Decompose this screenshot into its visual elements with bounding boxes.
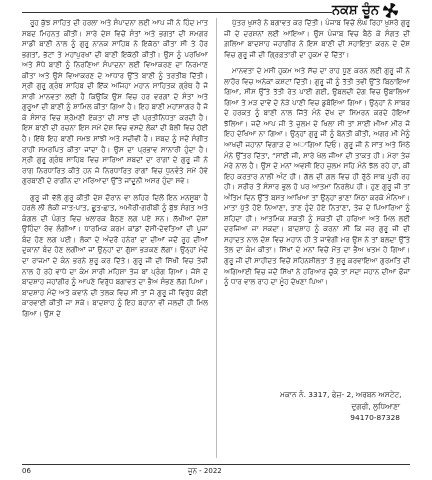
left-column <box>22 18 208 325</box>
column-divider <box>216 18 217 458</box>
paragraph: ਪੁੱਤਰ ਖੁਸਰੋ ਨੇ ਬਗਾਵਤ ਕਰ ਦਿੱਤੀ। ਪੰਜਾਬ ਵਿਚੋਂ ਲੰਘ ਰਿਹਾ ਖੁਸਰੋ ਗੁਰੂ ਜੀ ਦੇ ਦਰਸ਼ਨਾਂ ਲਈ ਆਇਆ। ਉਸ ਪੰਜਾਬ ਵਿਚ ਬੈਠੇ ਕੇ ਸੰਗਤ ਦੀ ਗ਼ਲਿਆ ਬਾਦਸ਼ਾਹ ਜਹਾਂਗੀਰ ਨੇ ਇਸ ਬਾਣੀ ਦੀ ਸਹਾਇਤਾ ਕਰਨ ਦੇ ਦੋਸ਼ ਵਿਚ ਗੁਰੂ ਜੀ ਦੀ ਗ੍ਰਿਫ਼ਤਾਰੀ ਦਾ ਹੁਕਮ ਦੇ ਦਿੱਤਾ। <box>224 18 410 59</box>
paragraph: ਰੂਹ ਕੁੱਝ ਸਾਹਿਤ ਦੀ ਹਰਲਾ ਅਤੇ ਸੰਪਾਦਨਾ ਲਈ ਆਪ ਜੀ ਨੇ ਹਿੰਦ ਮਾਤ ਸਬਦ ਮਿਹਨਤ ਕੀਤੀ। ਸਾਰੇ ਦੇਸ਼ ਵਿਚੋਂ ਸੰਤਾਂ ਅਤੇ ਭਗਤਾਂ ਦੀ ਸਮਗਰ ਸਾਡੀ ਬਾਣੀ ਨਾਲ ਨੂੰ ਗੁਰੂ ਨਾਨਕ ਸਾਹਿਬ ਨੇ ਇਕੱਠਾ ਕੀਤਾ ਸੀ ਤੇ ਹੋਰ ਭਗਤਾਂ, ਭੱਟਾਂ ਤੇ ਮਹਾਂਪੁਰਖਾਂ ਦੀ ਬਾਣੀ ਇਕੱਠੀ ਕੀਤੀ। ਉਸ ਨੂੰ ਪਰਖਿਆ ਅਤੇ ਸੋਧੇ ਬਾਣੀ ਨੂੰ ਨਿਰਣਿਆ ਸੰਪਾਦਨਾ ਲਈ ਵਿਆਕਰਣ ਦਾ ਨਿਰਮਾਣ ਕੀਤਾ ਅਤੇ ਉਸੇ ਵਿਆਕਰਣ ਦੇ ਆਧਾਰ ਉੱਤੇ ਬਾਣੀ ਨੂੰ ਤਰਤੀਬ ਦਿੱਤੀ। ਸ੍ਰੀ ਗੁਰੂ ਗ੍ਰੰਥ ਸਾਹਿਬ ਦੀ ਇੱਕ ਅਜਿਹਾ ਮਹਾਨ ਸਾਹਿਤਕ ਗ੍ਰੰਥ ਹੈ ਜੋ ਸਾਰੀ ਮਾਨਵਤਾ ਲਈ ਹੈ ਕਿਉਂਕਿ ਉਸ ਵਿਚ ਹਰ ਵਰਗਾਂ ਦੇ ਸੰਤਾਂ ਅਤੇ ਗੁਰੂਆਂ ਦੀ ਬਾਣੀ ਨੂੰ ਸ਼ਾਮਿਲ ਕੀਤਾ ਗਿਆ ਹੈ। ਇਹ ਬਾਣੀ ਮਹਾਂਸਾਗਰ ਹੈ ਜੋ ਕੇ ਸੰਸਾਰ ਵਿਚ ਸ਼੍ਰੋਮਣੀ ਏਕਤਾ ਦੀ ਸਾਂਝ ਦੀ ਪ੍ਰਤੀਨਿਧਤਾ ਕਰਦੀ ਹੈ। ਇਸ ਬਾਣੀ ਦੀ ਰਚਨਾ ਇਸ ਸਮੇਂ ਦੇਸ਼ ਵਿਚ ਵਸਦੇ ਲੋਕਾਂ ਦੀ ਬੋਲੀ ਵਿਚ ਹੋਈ ਹੈ। ਇੱਥੇ ਇਹ ਬਾਣੀ ਸਮਝ ਸਾਂਝੀ ਅਤੇ ਸਦੀਵੀ ਹੈ। ਸ਼ਬਦ ਨੂੰ ਸਦੋਂ ਸੰਗੀਤ ਰਾਹੀਂ ਸਮਰਪਿਤ ਕੀਤਾ ਜਾਂਦਾ ਹੈ। ਉਸ ਦਾ ਪ੍ਰਭਾਵ ਸਾਨਾਰੀ ਹੁੰਦਾ ਹੈ। ਸ੍ਰੀ ਗੁਰੂ ਗ੍ਰੰਥ ਸਾਹਿਬ ਵਿਚ ਸਾਰਿਆਂ ਸ਼ਬਦਾਂ ਦਾ ਰਾਗਾਂ ਦੇ ਗੁਰੂ ਜੀ ਨੇ ਰਾਗ ਨਿਰਧਾਰਿਤ ਕੀਤੇ ਹਨ ਜੋ ਨਿਰਧਾਰਿਤ ਰਾਗਾਂ ਵਿਚ ਧੁਨਵੰਤੇ ਸਮੇਂ ਹੋਵੇ ਗੁਰਬਾਣੀ ਦੇ ਰਾਗੀਨ ਦਾ ਮਰਿਆਦਾ ਉੱਤੇ ਜਾਂਦੂਨੀ ਅਸਰ ਹੁੰਦਾ ਸਵੇ। <box>22 18 208 186</box>
address-line: ਦੁਗਰੀ, ਲੁਧਿਆਣਾ <box>351 401 400 411</box>
address-line: ਮਕਾਨ ਨੰ. 3317, ਫੇਜ਼- 2, ਅਰਬਨ ਅਸਟੇਟ, <box>280 390 402 399</box>
paragraph: ਗੁਰੂ ਜੀ ਵੱਲੋਂ ਗੁਰੂ ਕੀਤੀ ਦੇਸ਼ ਦੌਰਾਨ ਵਾ ਲਹਿਰ ਦਿਲੋਂ ਇਨ ਮਨਸੂਬਾ ਹੈ ਹਰਲੇ ਲੀ ਲੋਕੀ ਜਾਤ-ਪਾਤ, ਛੂਤ-ਛਾਤ, ਅਮੀਰੀ-ਗਰੀਬੀ ਨੂੰ ਬੁੱਝ ਸੰਗਤ ਅਤੇ ਕੰਗਲ ਦੀ ਪੰਗਤ ਵਿਚ ਖਲਾਰਕ ਬੈਠਣ ਲਗ ਪਏ ਸਨ। ਲੱਖੀਆਂ ਦੇਸ਼ਾਂ ਉਹਿੰਦਾ ਰੋਵ ਲੰਗੀਆਂ। ਧਾਰਮਿਕ ਕਰਮ ਕਾਂਡਾਂ ਦੱਸੀ-ਦੇਵਤਿਆਂ ਦੀ ਪੂਜਾ ਬੰਦ ਹੋਣ ਲਗ ਪਈ। ਲੋਕਾਂ ਦੇ ਅੰਦਰੋਂ ਹਨੇਰਾਂ ਦਾ ਦੀਆਂ ਜਦੋਂ ਰੂਹ ਦੀਆਂ ਦੁਕਾਨਾਂ ਬੰਦ ਹੋਣ ਲਗੀਆਂ ਜਾਂ ਉਨ੍ਹਾਂ ਦਾ ਗੁੱਸਾ ਭੜਕਣ ਲੱਗਾ। ਉਨ੍ਹਾਂ ਮੰਦੇ ਦਾ ਰਾਜਮਾਂ ਦੇ ਕੰਨ ਭਰਨੇ ਸ਼ੁਰੂ ਕਰ ਦਿੱਤੇ। ਗੁਰੂ ਜੀ ਦੀ ਸਿੱਖੀ ਵਿਚ ਤੇਜ਼ੀ ਨਾਲ ਹੋ ਰਹੇ ਵਾਧੇ ਦਾ ਕੰਮ ਸਾਰੀ ਮਹਿਸ਼ਾ ਤੇਜ਼ ਬਾਂ ਪ੍ਰੰਗ ਗਿਆ। ਜੋਸੇ ਦੇ ਬਾਦਸ਼ਾਹ ਜਹਾਂਗੀਰ ਨੂੰ ਆਪਣੇ ਵਿਰੁੱਧ ਬਗਾਵਤ ਦਾ ਭੈਅ ਸੰਭਣ ਲੱਗ ਪਿਆ। ਬਾਦਸ਼ਾਹ ਮੰਦੇ ਅਤੇ ਕਵਾਨੇ ਦੀ ਤਲਕ ਵਿਚ ਸੀ ਤਾਂ ਜੋ ਗੁਰੂ ਜੀ ਵਿਰੁੱਧ ਕੋਈ ਕਾਰਵਾਈ ਕੀਤੀ ਜਾ ਸਕੇ। ਬਾਦਸ਼ਾਹ ਨੂੰ ਇਹ ਬਹਾਨਾ ਵੀ ਜਲਦੀ ਹੀ ਮਿਲ ਗਿਆ। ਉਸ ਦੇ <box>22 192 208 318</box>
masthead <box>332 3 398 18</box>
paragraph: ਮਾਨਵਤਾ ਦੇ ਮਸੀ ਹੁਕਮ ਅਤੇ ਸੱਚ ਦਾ ਰਾਹ ਧੂਣ ਕਰਨ ਲਈ ਗੁਰੂ ਜੀ ਨੇ ਲਾਹੌਰ ਵਿਚ ਅਨੇਕਾਂ ਕਸ਼ਟਾਂ ਦਿੱਤੀ। ਗੁਰੂ ਜੀ ਨੂੰ ਤੱਤੀ ਤਵੀ ਉੱਤੇ ਬਿਠਾਇਆ ਗਿਆ, ਸੀਸ ਉੱਤੇ ਤੱਤੀ ਰੇਤ ਪਾਈ ਗਈ, ਉਬਲਦੀ ਦੇਗ ਵਿਚ ਉਬਾਲਿਆ ਗਿਆ ਤੇ ਮੜ ਦਾਵੇਂ ਦੇ ਨੇੜੇ ਪਾਣੀ ਵਿਚ ਡੁਬੋਇਆ ਗਿਆ। ਉਨ੍ਹਾਂ ਨੇ ਸਾਬਰ ਦੇ ਹਰਕਤ ਨੂੰ ਬਾਣੀ ਨਾਲ ਜਿੱਤੇ ਮੰਨੇ ਦੱਖ ਦਾ ਸਿਮਰਨ ਕਰਦੇ ਹੋਇਆਂ ਝੱਲਿਆ। ਜਦੋਂ ਆਪ ਜੀ ਤੇ ਜ਼ੁਲਮ ਦੇ ਖਿਲਾ ਸੀ ਤਾਂ ਸਾਈਂ ਮੀਆਂ ਮੀਰ ਜੋ ਇਹ ਦੇਖਿਆ ਨਾ ਗਿਆ। ਉਨ੍ਹਾਂ ਗੁਰੂ ਜੀ ਨੂੰ ਬੇਨਤੀ ਕੀਤੀ, ਅਗਰ ਮੀ ਮੈਨੂੰ ਆਖਦੀ ਜਹਾਨਾਂ ਵਿਗਾੜ ਦੇ ਅਾਗਿਆ ਦਿਓ। ਗੁਰੂ ਜੀ ਨੇ ਸਾਂਤ ਅਤੇ ਮਿੱਠੇ ਮੰਨੇ ਉੱਤਰ ਦਿੱਤਾ, “ਸਾਂਈਂ ਜੀ, ਸਾਰੇ ਖੇਲ ਜੀਆ ਦੀ ਤਾਕਤ ਹੀ। ਮੇਰਾ ਤੇਜ਼ ਮੇਰੇ ਨਾਲ ਹੈ। ਉਸ ਦੇ ਮਨਾਂ ਅਵਸੀ ਇਹ ਜ਼ੁਲਮ ਸਹਿ ਮੰਨੇ ਝੱਲ ਰਹੇ ਹਾਂ, ਕੀ ਇਹ ਕਰਤਾਰ ਨਾਲੀ ਅੰਟ ਹੀ। ਗੱਲ ਦੀ ਗਲ ਵਿਚ ਹੀ ਰੁੱਠੇ ਸਾਬ ਪੂਰੀ ਰਹ ਹੀ। ਸਰੀਰ ਤੋਂ ਸੰਸਾਰ ਭੁਲ ਹੋ ਪਰ ਆਤਮਾ ਨਿਰਲੇਪ ਹੀ। ਹੁਣ ਗੁਰੂ ਜੀ ਤਾਂ ਅੰਤਿਮ ਦਿਨ ਉੱਤੇ ਬਸਤ ਆਖਿਆ ਤਾਂ ਉਨ੍ਹਾਂ ਭਾਣਾ ਮਿੱਠਾ ਕਰਕੇ ਮੰਨਿਆ। ਮਾਤਾ ਪੁੱਤੋ ਹੋਏ ਨਿਆਣਾ, ਤਾਣ ਹੁੰਦੇ ਹੋਏ ਨਿਤਾਣਾ, ਤੇਜ਼ ਦੇ ਪਿਆਰਿਆਂ ਨੂੰ ਸ਼ਹਿਦਾ ਹੀ। ਆਤਮਿਕ ਸਕਤੀ ਨੂੰ ਸਕਤੀ ਦੀ ਹਰਿਆ ਅਤੇ ਮਿਲ ਲਈ ਦਰਜਿਆ ਜਾ ਸਕਦਾ। ਬਾਦਸ਼ਾਹ ਨੂੰ ਕਰਨਾ ਸੀ ਕਿ ਜਰ ਗੁਰੂ ਜੀ ਦੀ ਸਹਾਦਤ ਨਾਲ ਦੋਸ਼ ਵਿਚ ਮਹਾਨ ਹੀ ਤੇ ਜਾਵੇਗੀ ਮਰ ਉਸ ਨੇ ਤਾਂ ਬਲਦਾ ਉੱਤੇ ਤੇਲ ਦਾ ਕੰਮ ਕੀਤਾ। ਸਿੱਖਾਂ ਦੇ ਮਨਾਂ ਵਿਚੋਂ ਮੌਤ ਦਾ ਭੈਅ ਖਤਮ ਹੋ ਗਿਆ। ਗੁਰੂ ਜੀ ਦੀ ਸਾਹੀਦਤ ਵਿਚੋਂ ਸਹਿਨਸ਼ੀਲਤਾ ਤੋਂ ਸ਼ੁਰੂ ਕਰਵਾਇਆ ਗੁਰਮਤਿ ਦੀ ਅਗਿਆਈ ਵਿਚ ਜਦੋਂ ਸਿੱਖਾਂ ਨੇ ਹਰਿਆਰ ਚੁੱਕੇ ਤਾਂ ਸਦਾ ਜਹਾਨ ਦੀਆਂ ਫੌਜਾਂ ਨੂੰ ਧਾਰ ਵਾਲ ਰਾਹ ਦਾ ਮੂੰਹ ਦੇਖਣਾ ਪਿਆ। <box>224 66 410 287</box>
page-number: 06 <box>22 467 31 475</box>
header-rule <box>22 12 332 13</box>
footer-rule <box>22 464 410 465</box>
flower-icon <box>383 3 398 18</box>
issue-date: ਜੂਨ - 2022 <box>188 467 222 475</box>
author-address <box>280 389 400 424</box>
phone-number: 94170-87328 <box>350 413 400 422</box>
right-column <box>224 18 410 294</box>
masthead-title: ਨਕਸ਼ ਚੂੰਨ <box>331 3 379 18</box>
